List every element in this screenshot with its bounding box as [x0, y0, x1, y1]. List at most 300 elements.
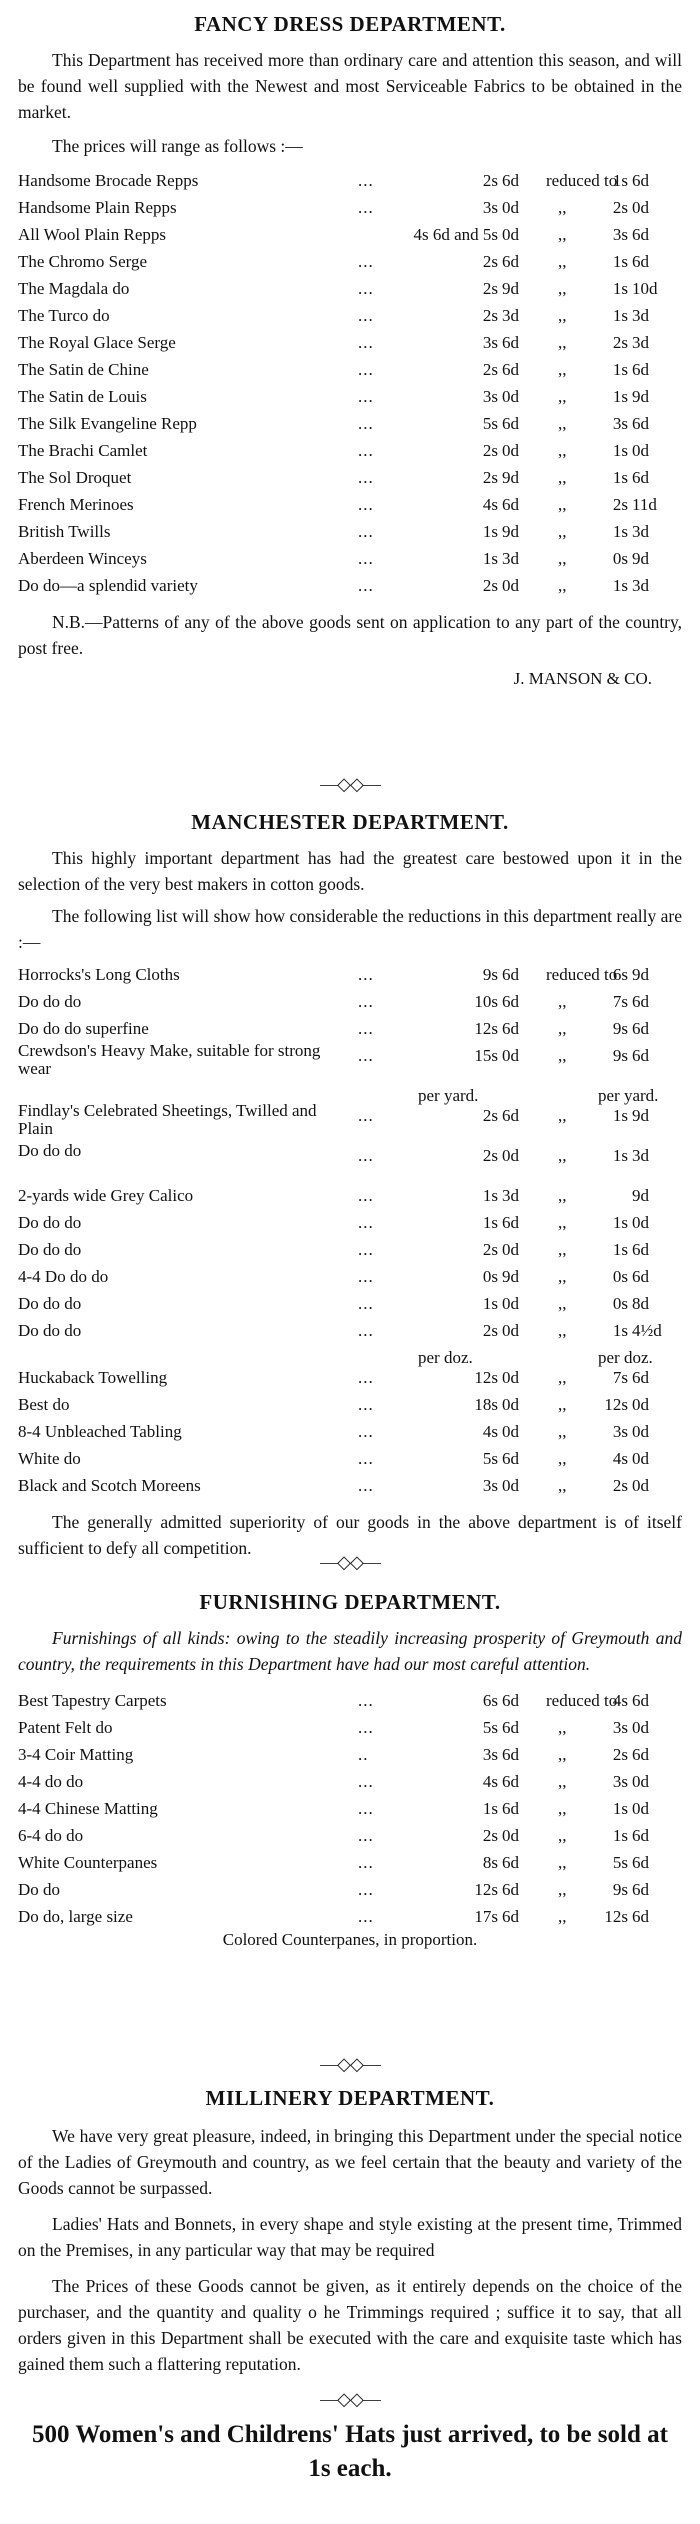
reduced-to: ,, [558, 468, 567, 487]
reduced-to: ,, [558, 1826, 567, 1845]
old-price-pence: 3d [502, 1186, 519, 1205]
leader-dots: ... [358, 1106, 374, 1125]
item-name: Handsome Brocade Repps [18, 171, 199, 190]
old-price-pence: 0d [502, 387, 519, 406]
old-price-pence: 6d [502, 1449, 519, 1468]
reduced-to: ,, [558, 1046, 567, 1065]
price-row [18, 1290, 682, 1317]
old-price-shillings: 2s [482, 1321, 498, 1340]
old-price-pence: 6d [502, 1106, 519, 1125]
new-price-pence: 9d [632, 549, 649, 568]
item-name: Horrocks's Long Cloths [18, 965, 180, 984]
old-price-pence: 6d [502, 992, 519, 1011]
old-price-shillings: 5s [482, 1449, 498, 1468]
unit-label-new: per yard. [598, 1086, 659, 1105]
price-row [18, 545, 682, 572]
old-price-pence: 0d [502, 1240, 519, 1259]
new-price-pence: 0d [632, 1476, 649, 1495]
item-name: The Satin de Louis [18, 387, 147, 406]
reduced-to: ,, [558, 1186, 567, 1205]
old-price-pence: 9d [502, 1267, 519, 1286]
reduced-to: ,, [558, 279, 567, 298]
price-row [18, 961, 682, 988]
unit-header [18, 1082, 682, 1105]
new-price-pence: 4½d [632, 1321, 662, 1340]
fancy-dress-prices-intro: The prices will range as follows :— [52, 136, 303, 156]
price-row [18, 1795, 682, 1822]
new-price-shillings: 1s [612, 1213, 628, 1232]
reduced-to: ,, [558, 1321, 567, 1340]
new-price-pence: 9d [632, 1106, 649, 1125]
new-price-pence: 6d [632, 171, 649, 190]
new-price-shillings: 4s [612, 1691, 628, 1710]
manchester-heading: MANCHESTER DEPARTMENT. [191, 810, 509, 834]
item-name: All Wool Plain Repps [18, 225, 167, 244]
item-name: The Satin de Chine [18, 360, 149, 379]
new-price-pence: 6d [632, 1853, 649, 1872]
item-name: Black and Scotch Moreens [18, 1476, 201, 1495]
old-price-shillings: 2s [482, 279, 498, 298]
reduced-to: ,, [558, 1240, 567, 1259]
new-price-shillings: 1s [612, 1321, 628, 1340]
new-price-pence: 6d [632, 1691, 649, 1710]
item-name: 6-4 do do [18, 1826, 84, 1845]
leader-dots: ... [358, 1880, 374, 1899]
new-price-pence: 6d [632, 1826, 649, 1845]
price-row [18, 491, 682, 518]
reduced-to: ,, [558, 252, 567, 271]
old-price-shillings: 12s [474, 1019, 498, 1038]
old-price-shillings: 1s [482, 1213, 498, 1232]
old-price-pence: 0d [502, 1046, 519, 1065]
old-price-pence: 6d [502, 495, 519, 514]
leader-dots: ... [358, 1449, 374, 1468]
price-row [18, 302, 682, 329]
price-row [18, 1687, 682, 1714]
old-price-pence: 6d [502, 1799, 519, 1818]
item-name: 4-4 Do do do [18, 1267, 109, 1286]
new-price-shillings: 9s [612, 1046, 628, 1065]
reduced-to: ,, [558, 1368, 567, 1387]
reduced-to: ,, [558, 225, 567, 244]
old-price-shillings: 1s [482, 522, 498, 541]
new-price-pence: 10d [632, 279, 658, 298]
item-name: French Merinoes [18, 495, 134, 514]
item-name: Do do—a splendid variety [18, 576, 198, 595]
old-price-shillings: 12s [474, 1368, 498, 1387]
item-name: Aberdeen Winceys [18, 549, 147, 568]
new-price-pence: 3d [632, 306, 649, 325]
old-price-pence: 9d [502, 279, 519, 298]
reduced-to: ,, [558, 198, 567, 217]
old-price-shillings: 17s [474, 1907, 498, 1926]
new-price-shillings: 1s [612, 522, 628, 541]
old-price-pence: 6d [502, 171, 519, 190]
item-name: The Sol Droquet [18, 468, 132, 487]
old-price-pence: 6d [502, 1691, 519, 1710]
new-price-shillings: 5s [612, 1853, 628, 1872]
item-name: Do do do [18, 992, 82, 1011]
new-price-shillings: 3s [612, 1772, 628, 1791]
leader-dots: ... [358, 1046, 374, 1065]
manchester-closing: The generally admitted superiority of our goods in the above department is of itself sufficient to defy all competition. [18, 1512, 682, 1558]
leader-dots: ... [358, 1853, 374, 1872]
unit-label-new: per doz. [598, 1348, 653, 1367]
old-price-shillings: 3s [482, 1476, 498, 1495]
old-price-shillings: 5s [482, 414, 498, 433]
old-price-shillings: 10s [474, 992, 498, 1011]
item-name: Patent Felt do [18, 1718, 113, 1737]
furnishing-intro: Furnishings of all kinds: owing to the steadily increasing prosperity of Greymouth and country, the requirements in this Department have had our most careful attention. [18, 1628, 682, 1674]
furnishing-section [18, 1590, 682, 1950]
old-price-pence: 0d [502, 1146, 519, 1165]
leader-dots: ... [358, 198, 374, 217]
reduced-to: ,, [558, 1799, 567, 1818]
leader-dots: ... [358, 1019, 374, 1038]
old-price-shillings: 18s [474, 1395, 498, 1414]
new-price-shillings: 1s [612, 387, 628, 406]
new-price-pence: 3d [632, 333, 649, 352]
furnishing-heading: FURNISHING DEPARTMENT. [199, 1590, 501, 1614]
leader-dots: ... [358, 252, 374, 271]
old-price-shillings: 3s [482, 333, 498, 352]
new-price-pence: 6d [632, 1019, 649, 1038]
item-name: Do do do [18, 1213, 82, 1232]
new-price-pence: 3d [632, 576, 649, 595]
leader-dots: ... [358, 306, 374, 325]
item-name: Do do, large size [18, 1907, 133, 1926]
new-price-shillings: 1s [612, 1799, 628, 1818]
new-price-pence: 6d [632, 1745, 649, 1764]
old-price-shillings: 2s [482, 441, 498, 460]
new-price-pence: 6d [632, 1907, 649, 1926]
new-price-pence: 6d [632, 1240, 649, 1259]
old-price-shillings: 2s [482, 576, 498, 595]
new-price-shillings: 1s [612, 1146, 628, 1165]
old-price-shillings: 2s [482, 360, 498, 379]
leader-dots: ... [358, 1321, 374, 1340]
new-price-shillings: 1s [612, 468, 628, 487]
old-price-pence: 9d [502, 522, 519, 541]
old-price-pence: 6d [502, 360, 519, 379]
old-price-shillings: 4s 6d and 5s [413, 225, 498, 244]
leader-dots: ... [358, 1422, 374, 1441]
price-row [18, 1903, 682, 1930]
furnishing-price-list [18, 1687, 682, 1930]
old-price-pence: 6d [502, 252, 519, 271]
leader-dots: ... [358, 414, 374, 433]
new-price-shillings: 3s [612, 1422, 628, 1441]
new-price-shillings: 3s [612, 1718, 628, 1737]
leader-dots: ... [358, 495, 374, 514]
leader-dots: ... [358, 1294, 374, 1313]
manchester-section [18, 810, 682, 1561]
reduced-to: ,, [558, 522, 567, 541]
millinery-section [18, 2086, 682, 2486]
old-price-shillings: 3s [482, 387, 498, 406]
item-name: British Twills [18, 522, 111, 541]
new-price-pence: 6d [632, 225, 649, 244]
old-price-shillings: 1s [482, 1799, 498, 1818]
millinery-paragraph-3: The Prices of these Goods cannot be given, as it entirely depends on the choice of the purchaser, and the quantity and quality o he Trimmings required ; suffice it to say, that all orders given in this Department shall be executed with the care and exquisite taste which has gained them such a flattering reputation. [18, 2276, 682, 2374]
price-row [18, 1317, 682, 1344]
price-row [18, 1418, 682, 1445]
old-price-pence: 6d [502, 414, 519, 433]
reduced-to: ,, [558, 1772, 567, 1791]
price-row [18, 1102, 682, 1142]
new-price-shillings: 12s [604, 1395, 628, 1414]
new-price-pence: 0d [632, 1422, 649, 1441]
reduced-to: ,, [558, 1294, 567, 1313]
new-price-pence: 9d [632, 1186, 649, 1205]
new-price-shillings: 3s [612, 414, 628, 433]
old-price-shillings: 1s [482, 1186, 498, 1205]
new-price-shillings: 0s [612, 1294, 628, 1313]
old-price-shillings: 12s [474, 1880, 498, 1899]
reduced-to: ,, [558, 1853, 567, 1872]
old-price-pence: 0d [502, 1368, 519, 1387]
old-price-shillings: 1s [482, 1294, 498, 1313]
old-price-shillings: 1s [482, 549, 498, 568]
new-price-shillings: 9s [612, 1019, 628, 1038]
new-price-shillings: 4s [612, 1449, 628, 1468]
new-price-pence: 6d [632, 1046, 649, 1065]
old-price-pence: 6d [502, 965, 519, 984]
leader-dots: ... [358, 522, 374, 541]
reduced-to: ,, [558, 576, 567, 595]
hats-banner: 500 Women's and Childrens' Hats just arrived, to be sold at 1s each. [32, 2421, 668, 2482]
old-price-pence: 6d [502, 1213, 519, 1232]
fancy-dress-section [18, 12, 682, 689]
old-price-shillings: 3s [482, 198, 498, 217]
ornament-divider: —◇◇— [320, 1552, 380, 1572]
old-price-shillings: 0s [482, 1267, 498, 1286]
new-price-pence: 11d [632, 495, 657, 514]
price-row [18, 1768, 682, 1795]
old-price-shillings: 15s [474, 1046, 498, 1065]
new-price-pence: 8d [632, 1294, 649, 1313]
new-price-shillings: 1s [612, 1826, 628, 1845]
new-price-pence: 6d [632, 468, 649, 487]
item-name: Do do do [18, 1240, 82, 1259]
old-price-shillings: 5s [482, 1718, 498, 1737]
old-price-pence: 6d [502, 1019, 519, 1038]
item-name: Best Tapestry Carpets [18, 1691, 167, 1710]
new-price-pence: 6d [632, 1267, 649, 1286]
ornament-divider: —◇◇— [320, 774, 380, 794]
millinery-heading: MILLINERY DEPARTMENT. [205, 2086, 495, 2110]
new-price-shillings: 3s [612, 225, 628, 244]
leader-dots: ... [358, 333, 374, 352]
old-price-pence: 6d [502, 1772, 519, 1791]
leader-dots: ... [358, 1691, 374, 1710]
price-row [18, 988, 682, 1015]
new-price-pence: 0d [632, 1213, 649, 1232]
new-price-shillings: 2s [612, 333, 628, 352]
fancy-dress-price-list [18, 167, 682, 599]
reduced-to: reduced to [546, 1691, 618, 1710]
new-price-shillings: 2s [612, 1745, 628, 1764]
new-price-shillings: 1s [612, 252, 628, 271]
old-price-pence: 9d [502, 468, 519, 487]
leader-dots: ... [358, 1799, 374, 1818]
new-price-shillings: 0s [612, 1267, 628, 1286]
new-price-pence: 0d [632, 1449, 649, 1468]
item-name: 4-4 Chinese Matting [18, 1799, 158, 1818]
price-row [18, 410, 682, 437]
price-row [18, 1822, 682, 1849]
price-row [18, 383, 682, 410]
new-price-pence: 0d [632, 1799, 649, 1818]
new-price-pence: 6d [632, 1368, 649, 1387]
item-name: White do [18, 1449, 81, 1468]
new-price-pence: 9d [632, 965, 649, 984]
leader-dots: ... [358, 1907, 374, 1926]
leader-dots: ... [358, 1186, 374, 1205]
leader-dots: ... [358, 1826, 374, 1845]
item-name: The Chromo Serge [18, 252, 148, 271]
price-row [18, 167, 682, 194]
leader-dots: ... [358, 1395, 374, 1414]
price-row [18, 1364, 682, 1391]
reduced-to: ,, [558, 306, 567, 325]
old-price-shillings: 8s [482, 1853, 498, 1872]
old-price-pence: 0d [502, 1395, 519, 1414]
old-price-pence: 6d [502, 1907, 519, 1926]
old-price-shillings: 9s [482, 965, 498, 984]
new-price-pence: 0d [632, 441, 649, 460]
leader-dots: ... [358, 1267, 374, 1286]
price-row [18, 1445, 682, 1472]
new-price-shillings: 2s [612, 1476, 628, 1495]
new-price-shillings: 9s [612, 1880, 628, 1899]
old-price-pence: 0d [502, 1826, 519, 1845]
old-price-pence: 0d [502, 198, 519, 217]
new-price-shillings: 6s [612, 965, 628, 984]
reduced-to: ,, [558, 1422, 567, 1441]
new-price-shillings: 2s [612, 495, 628, 514]
old-price-shillings: 2s [482, 171, 498, 190]
leader-dots: ... [358, 965, 374, 984]
item-name: Best do [18, 1395, 70, 1414]
new-price-shillings: 7s [612, 992, 628, 1011]
new-price-pence: 6d [632, 992, 649, 1011]
new-price-pence: 6d [632, 252, 649, 271]
signature: J. MANSON & CO. [513, 669, 652, 688]
reduced-to: ,, [558, 1476, 567, 1495]
old-price-shillings: 2s [482, 306, 498, 325]
manchester-list-intro: The following list will show how considerable the reductions in this department really are :— [18, 906, 682, 952]
old-price-shillings: 2s [482, 1106, 498, 1125]
reduced-to: ,, [558, 1718, 567, 1737]
leader-dots: ... [358, 1368, 374, 1387]
reduced-to: ,, [558, 1146, 567, 1165]
new-price-shillings: 7s [612, 1368, 628, 1387]
leader-dots: ... [358, 279, 374, 298]
old-price-pence: 3d [502, 549, 519, 568]
millinery-paragraph-1: We have very great pleasure, indeed, in bringing this Department under the special notice of the Ladies of Greymouth and country, as we feel certain that the beauty and variety of the Goods cannot be surpassed. [18, 2126, 682, 2198]
price-row [18, 1182, 682, 1209]
item-name: 3-4 Coir Matting [18, 1745, 134, 1764]
reduced-to: ,, [558, 549, 567, 568]
reduced-to: reduced to [546, 171, 618, 190]
ornament-divider: —◇◇— [320, 2054, 380, 2074]
new-price-shillings: 2s [612, 198, 628, 217]
price-row [18, 518, 682, 545]
unit-label-old: per doz. [418, 1348, 473, 1367]
old-price-shillings: 4s [482, 495, 498, 514]
price-row [18, 1472, 682, 1499]
reduced-to: ,, [558, 414, 567, 433]
old-price-shillings: 4s [482, 1422, 498, 1441]
leader-dots: ... [358, 1718, 374, 1737]
reduced-to: ,, [558, 1907, 567, 1926]
new-price-shillings: 1s [612, 306, 628, 325]
reduced-to: ,, [558, 992, 567, 1011]
reduced-to: ,, [558, 1880, 567, 1899]
reduced-to: ,, [558, 1267, 567, 1286]
price-row [18, 1849, 682, 1876]
item-name: 4-4 do do [18, 1772, 84, 1791]
old-price-pence: 6d [502, 1718, 519, 1737]
price-row [18, 1015, 682, 1042]
item-name: The Royal Glace Serge [18, 333, 176, 352]
new-price-shillings: 1s [612, 171, 628, 190]
reduced-to: ,, [558, 1449, 567, 1468]
item-name: Findlay's Celebrated Sheetings, Twilled and Plain [18, 1101, 317, 1138]
old-price-pence: 0d [502, 1422, 519, 1441]
new-price-pence: 9d [632, 387, 649, 406]
new-price-pence: 0d [632, 198, 649, 217]
fancy-dress-heading: FANCY DRESS DEPARTMENT. [194, 12, 506, 36]
fancy-dress-intro: This Department has received more than ordinary care and attention this season, and will be found well supplied with the Newest and most Serviceable Fabrics to be obtained in the market. [18, 50, 682, 122]
old-price-pence: 6d [502, 1853, 519, 1872]
old-price-shillings: 6s [482, 1691, 498, 1710]
item-name: The Magdala do [18, 279, 130, 298]
manchester-price-list [18, 961, 682, 1499]
reduced-to: reduced to [546, 965, 618, 984]
old-price-pence: 0d [502, 576, 519, 595]
leader-dots: ... [358, 1476, 374, 1495]
price-row [18, 1042, 682, 1082]
old-price-pence: 3d [502, 306, 519, 325]
reduced-to: ,, [558, 360, 567, 379]
new-price-shillings: 0s [612, 549, 628, 568]
millinery-paragraph-2: Ladies' Hats and Bonnets, in every shape and style existing at the present time, Trimmed on the Premises, in any particular way that may be required [18, 2214, 682, 2260]
leader-dots: .. [358, 1745, 369, 1764]
reduced-to: ,, [558, 441, 567, 460]
item-name: Do do do superfine [18, 1019, 149, 1038]
item-name: The Turco do [18, 306, 110, 325]
new-price-shillings: 12s [604, 1907, 628, 1926]
leader-dots: ... [358, 576, 374, 595]
leader-dots: ... [358, 171, 374, 190]
old-price-shillings: 4s [482, 1772, 498, 1791]
leader-dots: ... [358, 1772, 374, 1791]
new-price-pence: 0d [632, 1395, 649, 1414]
ornament-divider: —◇◇— [320, 2389, 380, 2409]
new-price-pence: 6d [632, 414, 649, 433]
item-name: Crewdson's Heavy Make, suitable for strong wear [18, 1041, 321, 1078]
leader-dots: ... [358, 360, 374, 379]
old-price-pence: 6d [502, 1880, 519, 1899]
item-name: The Silk Evangeline Repp [18, 414, 197, 433]
reduced-to: ,, [558, 495, 567, 514]
item-name: White Counterpanes [18, 1853, 158, 1872]
reduced-to: ,, [558, 1395, 567, 1414]
old-price-shillings: 3s [482, 1745, 498, 1764]
reduced-to: ,, [558, 1745, 567, 1764]
